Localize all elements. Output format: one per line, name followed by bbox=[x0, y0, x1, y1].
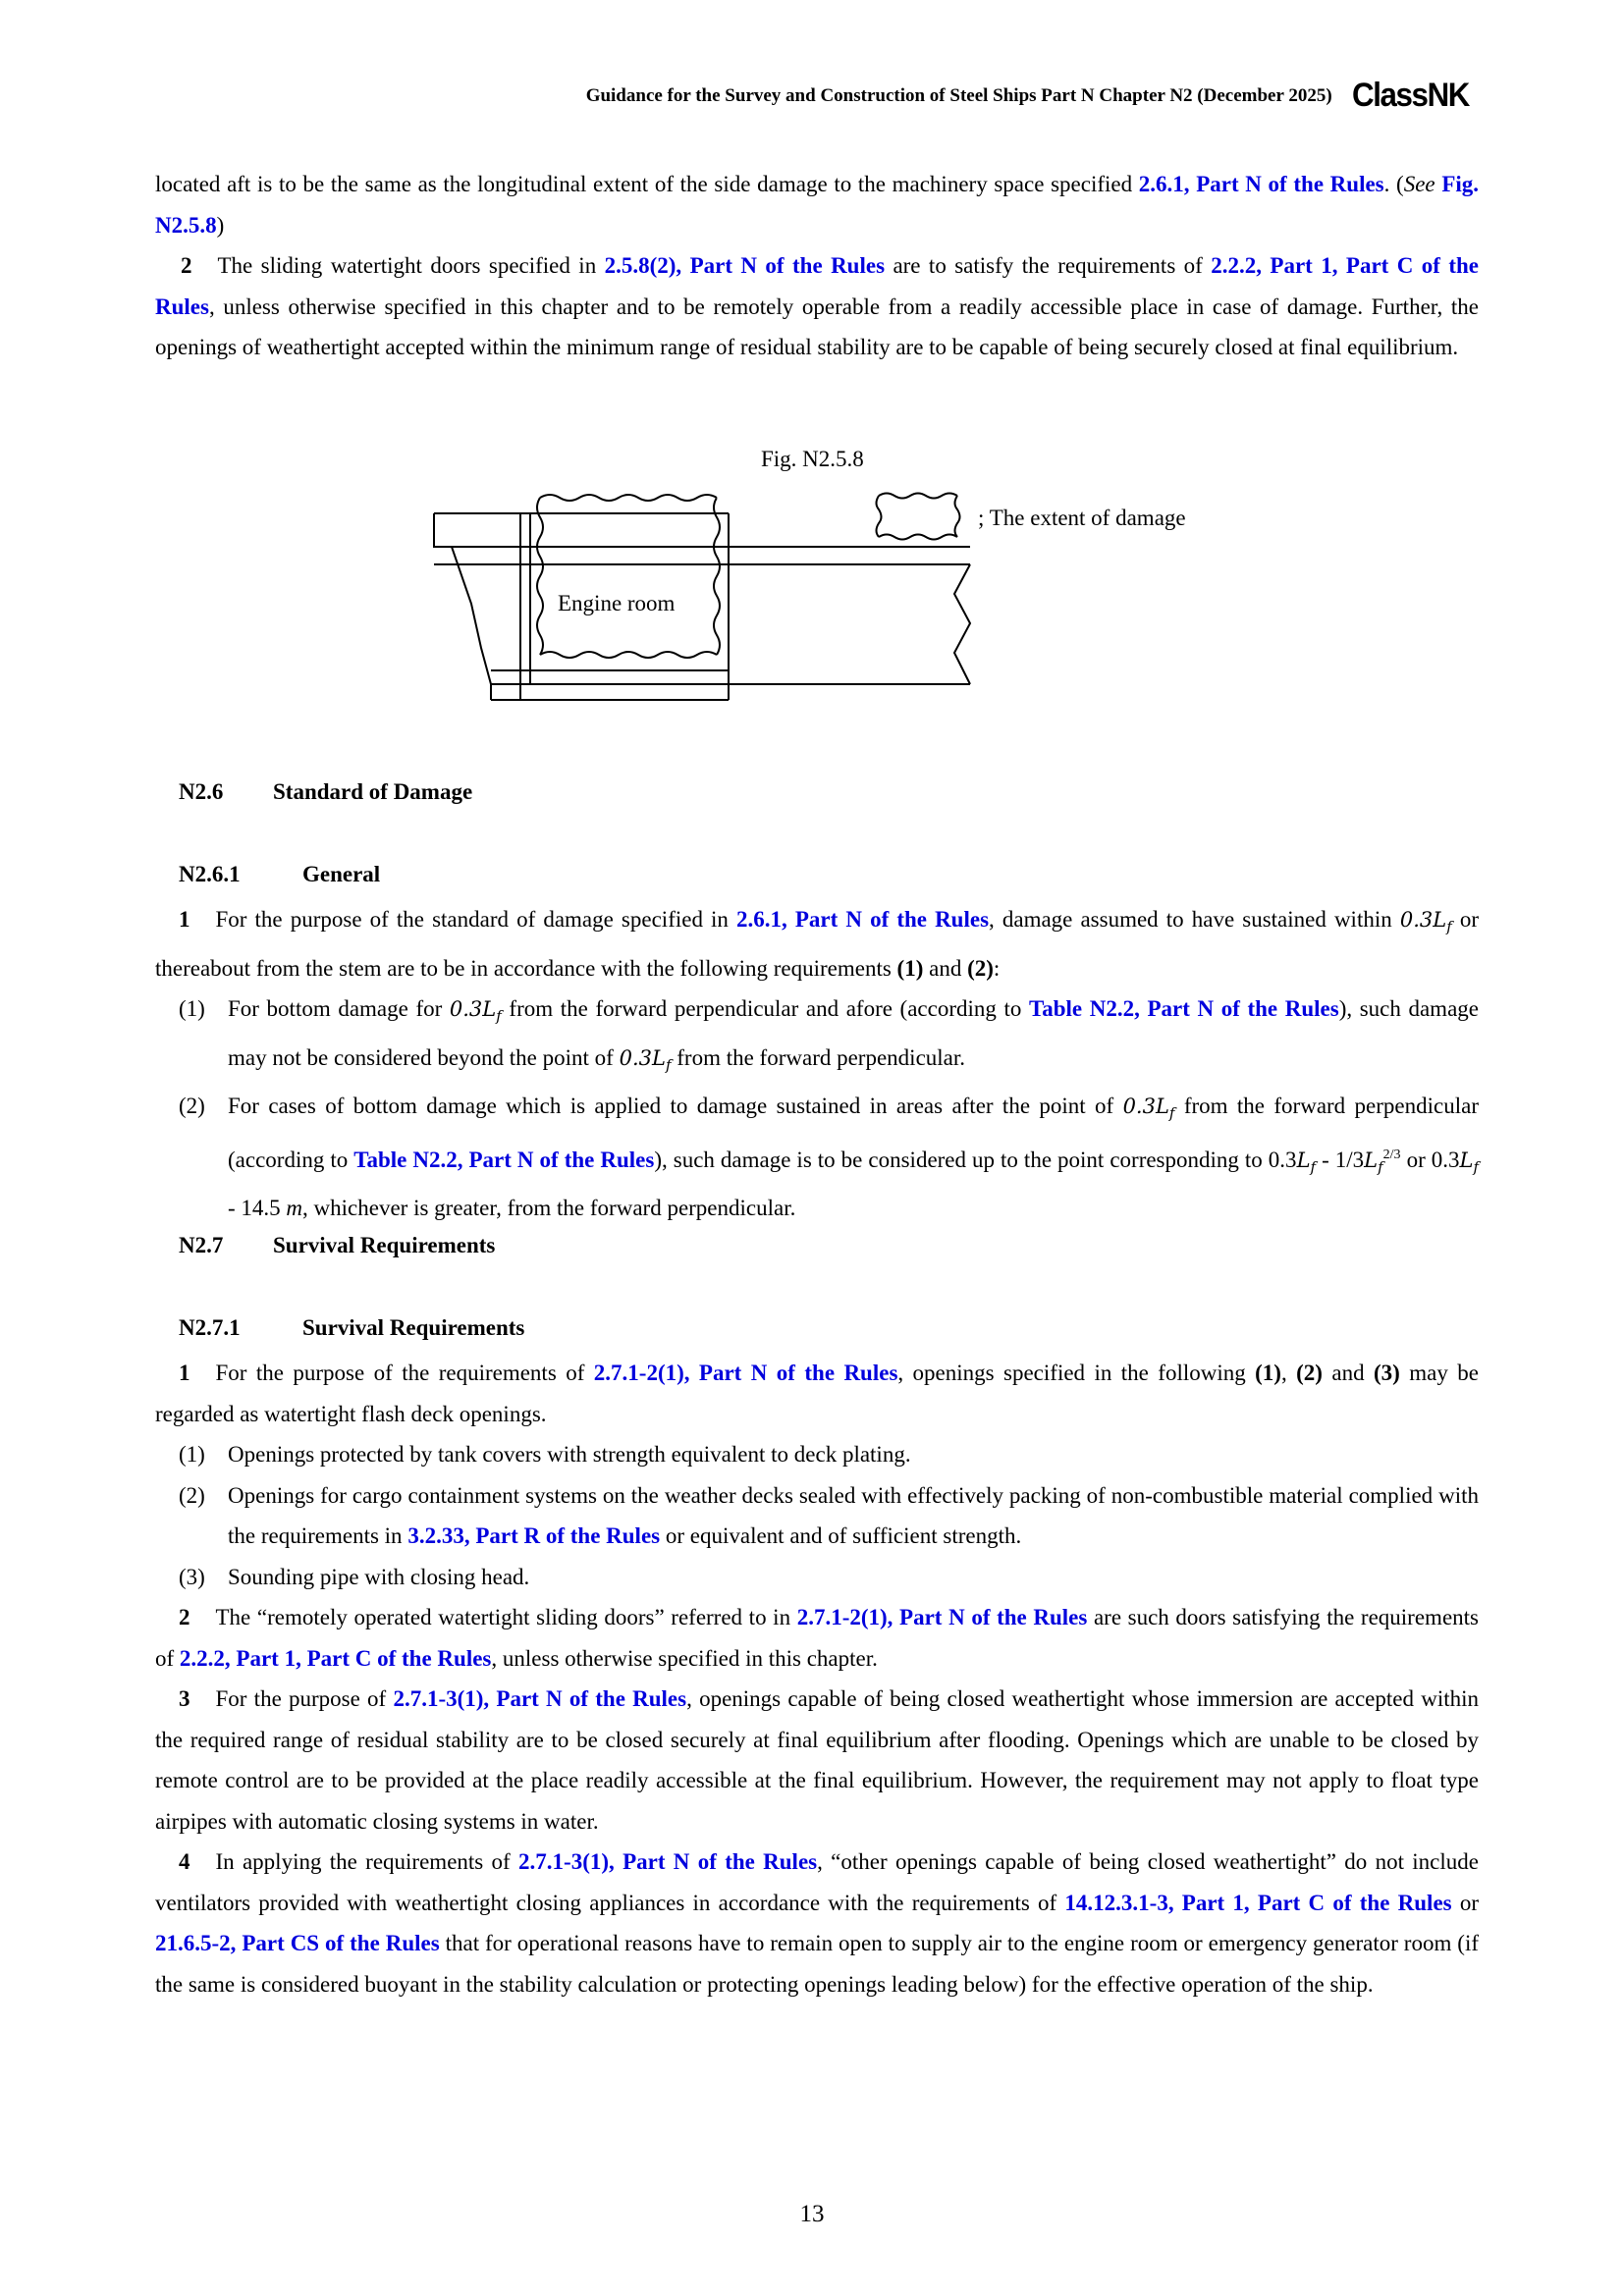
rule-link[interactable]: 2.6.1, Part N of the Rules bbox=[1138, 172, 1384, 196]
legend-label: ; The extent of damage bbox=[978, 506, 1186, 530]
paragraph-number: 2 bbox=[181, 253, 192, 278]
section-heading-n2-6: N2.6 Standard of Damage bbox=[179, 779, 473, 804]
header-title: Guidance for the Survey and Construction of Steel Ships Part N Chapter N2 (December 2025) bbox=[585, 84, 1332, 106]
n2-7-1-paragraph-4: 4 In applying the requirements of 2.7.1-3(1), Part N of the Rules, “other openings capable of being closed weathertight” do not include ventilators provided with weathertight closing appliances in accordance with the requirements of 14.12.3.1-3, Part 1, Part C of the Rules or 21.6.5-2, Part CS of the Rules that for operational reasons have to remain open to supply air to the engine room or emergency generator room (if the same is considered buoyant in the stability calculation or protecting openings leading below) for the effective operation of the ship. bbox=[155, 1849, 1479, 1997]
n2-6-1-paragraph-1: 1 For the purpose of the standard of damage specified in 2.6.1, Part N of the Rules, damage assumed to have sustained within $0.3L_f$ or thereabout from the stem are to be in accordance with the following requirements (1) and (2): bbox=[155, 907, 1479, 981]
list-item: (3) Sounding pipe with closing head. bbox=[179, 1564, 530, 1589]
engine-room-label: Engine room bbox=[558, 591, 676, 615]
n2-6-1-text-block bbox=[155, 899, 1479, 1229]
n2-7-1-text-block bbox=[155, 1353, 1479, 2004]
rule-link[interactable]: 2.6.1, Part N of the Rules bbox=[736, 907, 990, 932]
rule-link[interactable]: 2.5.8(2), Part N of the Rules bbox=[604, 253, 886, 278]
rule-link[interactable]: 14.12.3.1-3, Part 1, Part C of the Rules bbox=[1064, 1890, 1452, 1915]
list-item: (2) Openings for cargo containment systems on the weather decks sealed with effectively packing of non-combustible material complied with the requirements in 3.2.33, Part R of the Rules or equivalent and of sufficient strength. bbox=[179, 1482, 1479, 1548]
list-item: (1) Openings protected by tank covers with strength equivalent to deck plating. bbox=[179, 1442, 911, 1467]
section-heading-n2-6-1: N2.6.1 General bbox=[179, 862, 381, 886]
legend-damage-symbol bbox=[877, 494, 960, 540]
table-link[interactable]: Table N2.2, Part N of the Rules bbox=[353, 1147, 655, 1172]
rule-link[interactable]: 2.7.1-3(1), Part N of the Rules bbox=[393, 1686, 687, 1711]
page-header bbox=[586, 77, 1479, 115]
paragraph-continuation: located aft is to be the same as the longitudinal extent of the side damage to the machinery space specified 2.6.1, Part N of the Rules. (See Fig. N2.5.8) bbox=[155, 172, 1480, 238]
rule-link[interactable]: 2.2.2, Part 1, Part C of the Rules bbox=[179, 1645, 492, 1671]
figure-caption: Fig. N2.5.8 bbox=[761, 447, 864, 471]
rule-link[interactable]: 2.7.1-2(1), Part N of the Rules bbox=[796, 1605, 1088, 1629]
rule-link[interactable]: 3.2.33, Part R of the Rules bbox=[407, 1523, 661, 1548]
intro-text-block bbox=[155, 164, 1479, 368]
paragraph-number: 1 bbox=[179, 907, 190, 932]
break-line bbox=[954, 564, 970, 684]
paragraph-2: 2 The sliding watertight doors specified in 2.5.8(2), Part N of the Rules are to satisfy the requirements of 2.2.2, Part 1, Part C of the Rules, unless otherwise specified in this chapter and to be remotely operable from a readily accessible place in case of damage. Further, the openings of weathertight accepted within the minimum range of residual stability are to be capable of being securely closed at final equilibrium. bbox=[155, 253, 1479, 359]
n2-7-1-paragraph-1: 1 For the purpose of the requirements of 2.7.1-2(1), Part N of the Rules, openings specified in the following (1), (2) and (3) may be regarded as watertight flash deck openings. bbox=[155, 1361, 1479, 1426]
figure-n2-5-8 bbox=[412, 447, 1237, 731]
rule-link[interactable]: 2.2.2, Part 1, Part C of the Rules bbox=[155, 253, 1479, 319]
classnk-logo: ClassNK bbox=[1351, 77, 1469, 114]
list-item: (1) For bottom damage for $0.3L_f$ from the forward perpendicular and afore (according to Table N2.2, Part N of the Rules), such damage may not be considered beyond the point of $0.3L_f$ from the forward perpendicular. bbox=[179, 996, 1479, 1074]
figure-link[interactable]: Fig. N2.5.8 bbox=[155, 172, 1480, 238]
list-item: (2) For cases of bottom damage which is applied to damage sustained in areas after the point of $0.3L_f$ from the forward perpendicular (according to Table N2.2, Part N of the Rules), such damage is to be considered up to the point corresponding to $0.3L_f - 1/3L_f^{2/3}$ or $0.3L_f - 14.5$ m, whichever is greater, from the forward perpendicular. bbox=[179, 1094, 1480, 1220]
rule-link[interactable]: 2.7.1-2(1), Part N of the Rules bbox=[593, 1361, 898, 1385]
ship-damage-diagram bbox=[412, 476, 1237, 731]
hull-outline bbox=[434, 513, 970, 684]
n2-7-1-paragraph-2: 2 The “remotely operated watertight sliding doors” referred to in 2.7.1-2(1), Part N of the Rules are such doors satisfying the requirements of 2.2.2, Part 1, Part C of the Rules, unless otherwise specified in this chapter. bbox=[155, 1605, 1479, 1671]
section-heading-n2-7-1: N2.7.1 Survival Requirements bbox=[179, 1315, 525, 1340]
n2-7-1-paragraph-3: 3 For the purpose of 2.7.1-3(1), Part N of the Rules, openings capable of being closed weathertight whose immersion are accepted within the required range of residual stability are to be closed securely at final equilibrium after flooding. Openings which are unable to be closed by remote control are to be provided at the place readily accessible at the final equilibrium. However, the requirement may not apply to float type airpipes with automatic closing systems in water. bbox=[155, 1686, 1479, 1834]
rule-link[interactable]: 2.7.1-3(1), Part N of the Rules bbox=[518, 1849, 818, 1874]
section-heading-n2-7: N2.7 Survival Requirements bbox=[179, 1233, 496, 1257]
page-number: 13 bbox=[799, 2201, 825, 2227]
table-link[interactable]: Table N2.2, Part N of the Rules bbox=[1029, 996, 1339, 1021]
damage-extent-outline bbox=[537, 495, 720, 658]
rule-link[interactable]: 21.6.5-2, Part CS of the Rules bbox=[155, 1931, 440, 1955]
